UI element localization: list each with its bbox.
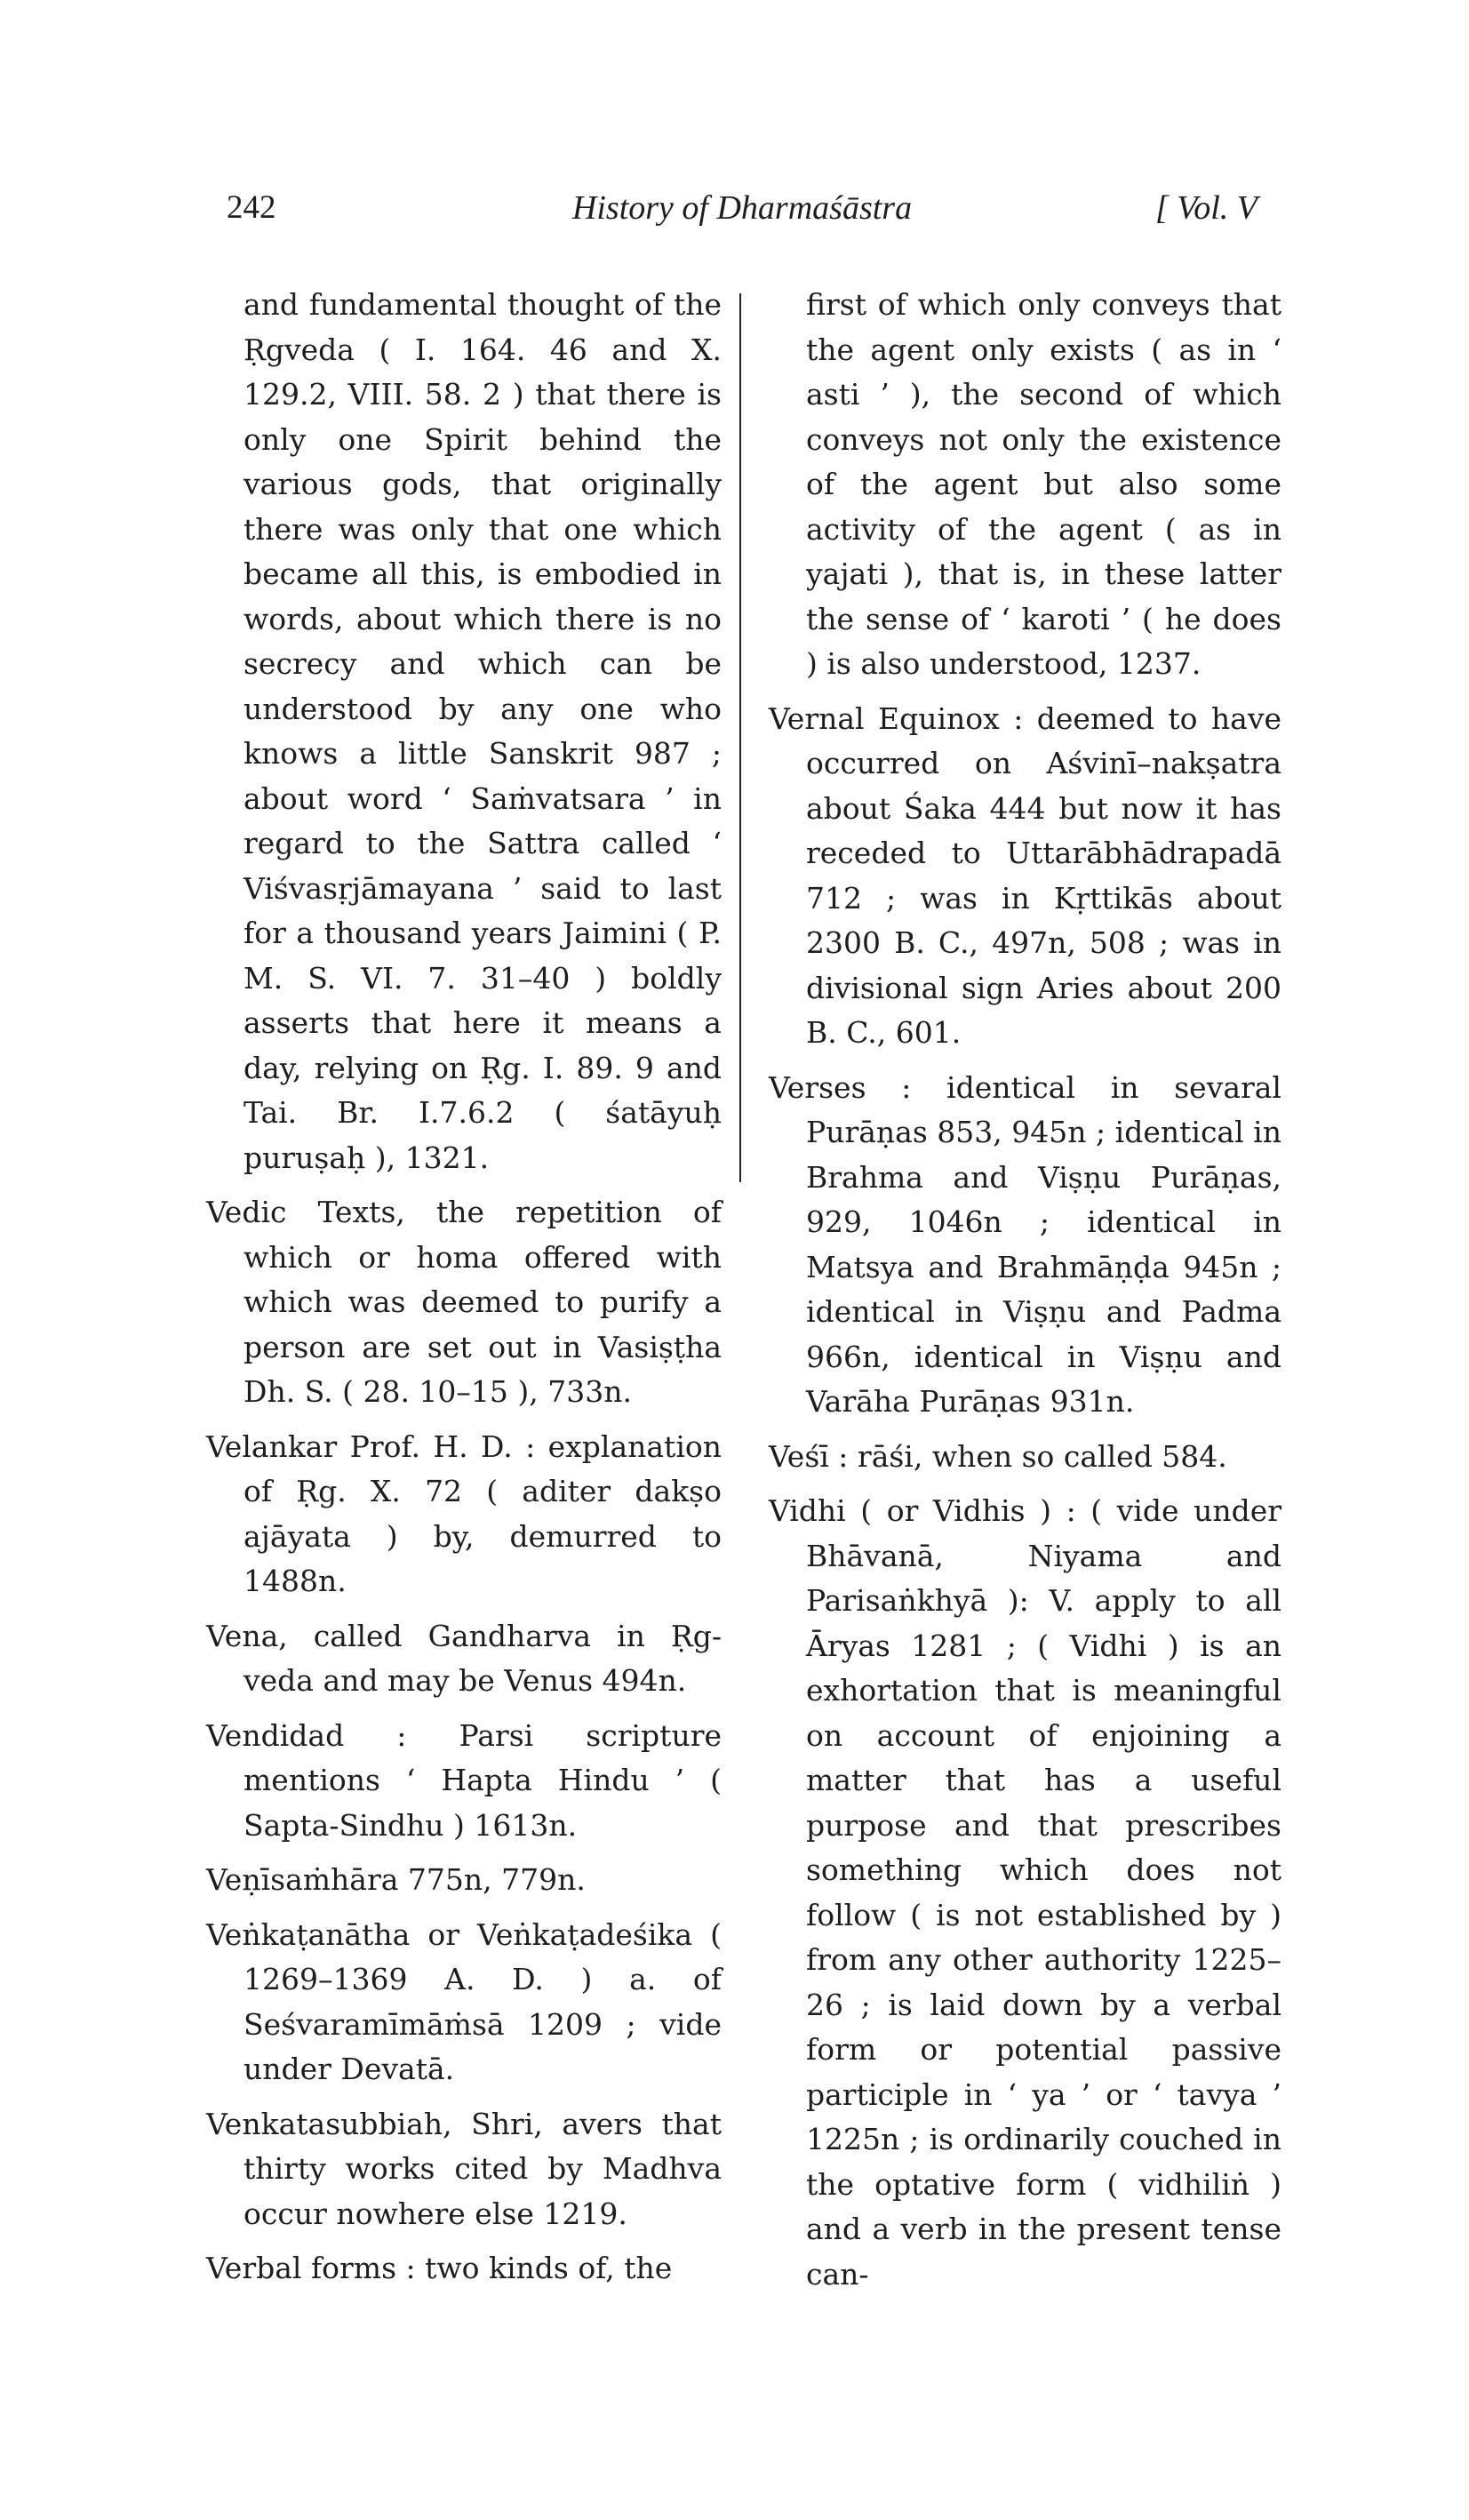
index-entry: Venkatasubbiah, Shri, avers that thirty works cited by Madhva occur nowhere else 1219.	[206, 2106, 722, 2231]
index-entry: Vedic Texts, the repetition of which or homa offered with which was deemed to purify a person are set out in Vasiṣṭha Dh. S. ( 28. 10–15 ), 733n.	[206, 1195, 722, 1409]
index-entry: Vendidad : Parsi scripture mentions ‘ Hapta Hindu ’ ( Sapta-Sindhu ) 1613n.	[206, 1717, 722, 1843]
index-entry: Verses : identical in sevaral Purāṇas 853, 945n ; identical in Brahma and Viṣṇu Purāṇas, 929, 1046n ; identical in Matsya and Brahmāṇḍa 945n ; identical in Viṣṇu and Padma 966n, identical in Viṣṇu and Varāha Purāṇas 931n.	[769, 1069, 1281, 1419]
column-divider	[739, 293, 741, 1182]
index-entry: first of which only conveys that the agent only exists ( as in ‘ asti ’ ), the second of which conveys not only the existence of the agent but also some activity of the agent ( as in yajati ), that is, in these latter the sense of ‘ karoti ’ ( he does ) is also understood, 1237.	[806, 287, 1281, 681]
index-entry: Velankar Prof. H. D. : explanation of Ṛg. X. 72 ( aditer dakṣo ajāyata ) by, demurred to 1488n.	[206, 1428, 722, 1598]
index-entry: Veṇīsaṁhāra 775n, 779n.	[206, 1862, 586, 1897]
index-entry: Vena, called Gandharva in Ṛg-veda and may be Venus 494n.	[206, 1618, 722, 1698]
index-column-right	[769, 283, 1281, 2307]
index-entry: and fundamental thought of the Ṛgveda ( I. 164. 46 and X. 129.2, VIII. 58. 2 ) that there is only one Spirit behind the various gods, that originally there was only that one which became all this, is embodied in words, about which there is no secrecy and which can be understood by any one who knows a little Sanskrit 987 ; about word ‘ Saṁvatsara ’ in regard to the Sattra called ‘ Viśvasṛjāmayana ’ said to last for a thousand years Jaimini ( P. M. S. VI. 7. 31–40 ) boldly asserts that here it means a day, relying on Ṛg. I. 89. 9 and Tai. Br. I.7.6.2 ( śatāyuḥ puruṣaḥ ), 1321.	[244, 287, 722, 1175]
page-header	[227, 188, 1257, 242]
index-entry: Vernal Equinox : deemed to have occurred on Aśvinī–nakṣatra about Śaka 444 but now it has receded to Uttarābhādrapadā 712 ; was in Kṛttikās about 2300 B. C., 497n, 508 ; was in divisional sign Aries about 200 B. C., 601.	[769, 700, 1281, 1050]
index-entry: Veṅkaṭanātha or Veṅkaṭadeśika ( 1269–1369 A. D. ) a. of Seśvaramīmāṁsā 1209 ; vide under Devatā.	[206, 1916, 722, 2086]
index-entry: Vidhi ( or Vidhis ) : ( vide under Bhāvanā, Niyama and Parisaṅkhyā ): V. apply to all Āryas 1281 ; ( Vidhi ) is an exhortation that is meaningful on account of enjoining a matter that has a useful purpose and that prescribes something which does not follow ( is not established by ) from any other authority 1225–26 ; is laid down by a verbal form or potential passive participle in ‘ ya ’ or ‘ tavya ’ 1225n ; is ordinarily couched in the optative form ( vidhiliṅ ) and a verb in the present tense can-	[769, 1493, 1281, 2292]
volume-label: [ Vol. V	[1154, 189, 1257, 227]
page-number: 242	[227, 189, 276, 226]
index-column-left	[206, 283, 722, 2301]
index-entry: Verbal forms : two kinds of, the	[206, 2251, 673, 2285]
running-title: History of Dharmaśāstra	[571, 189, 913, 227]
index-entry: Veśī : rāśi, when so called 584.	[769, 1438, 1227, 1474]
